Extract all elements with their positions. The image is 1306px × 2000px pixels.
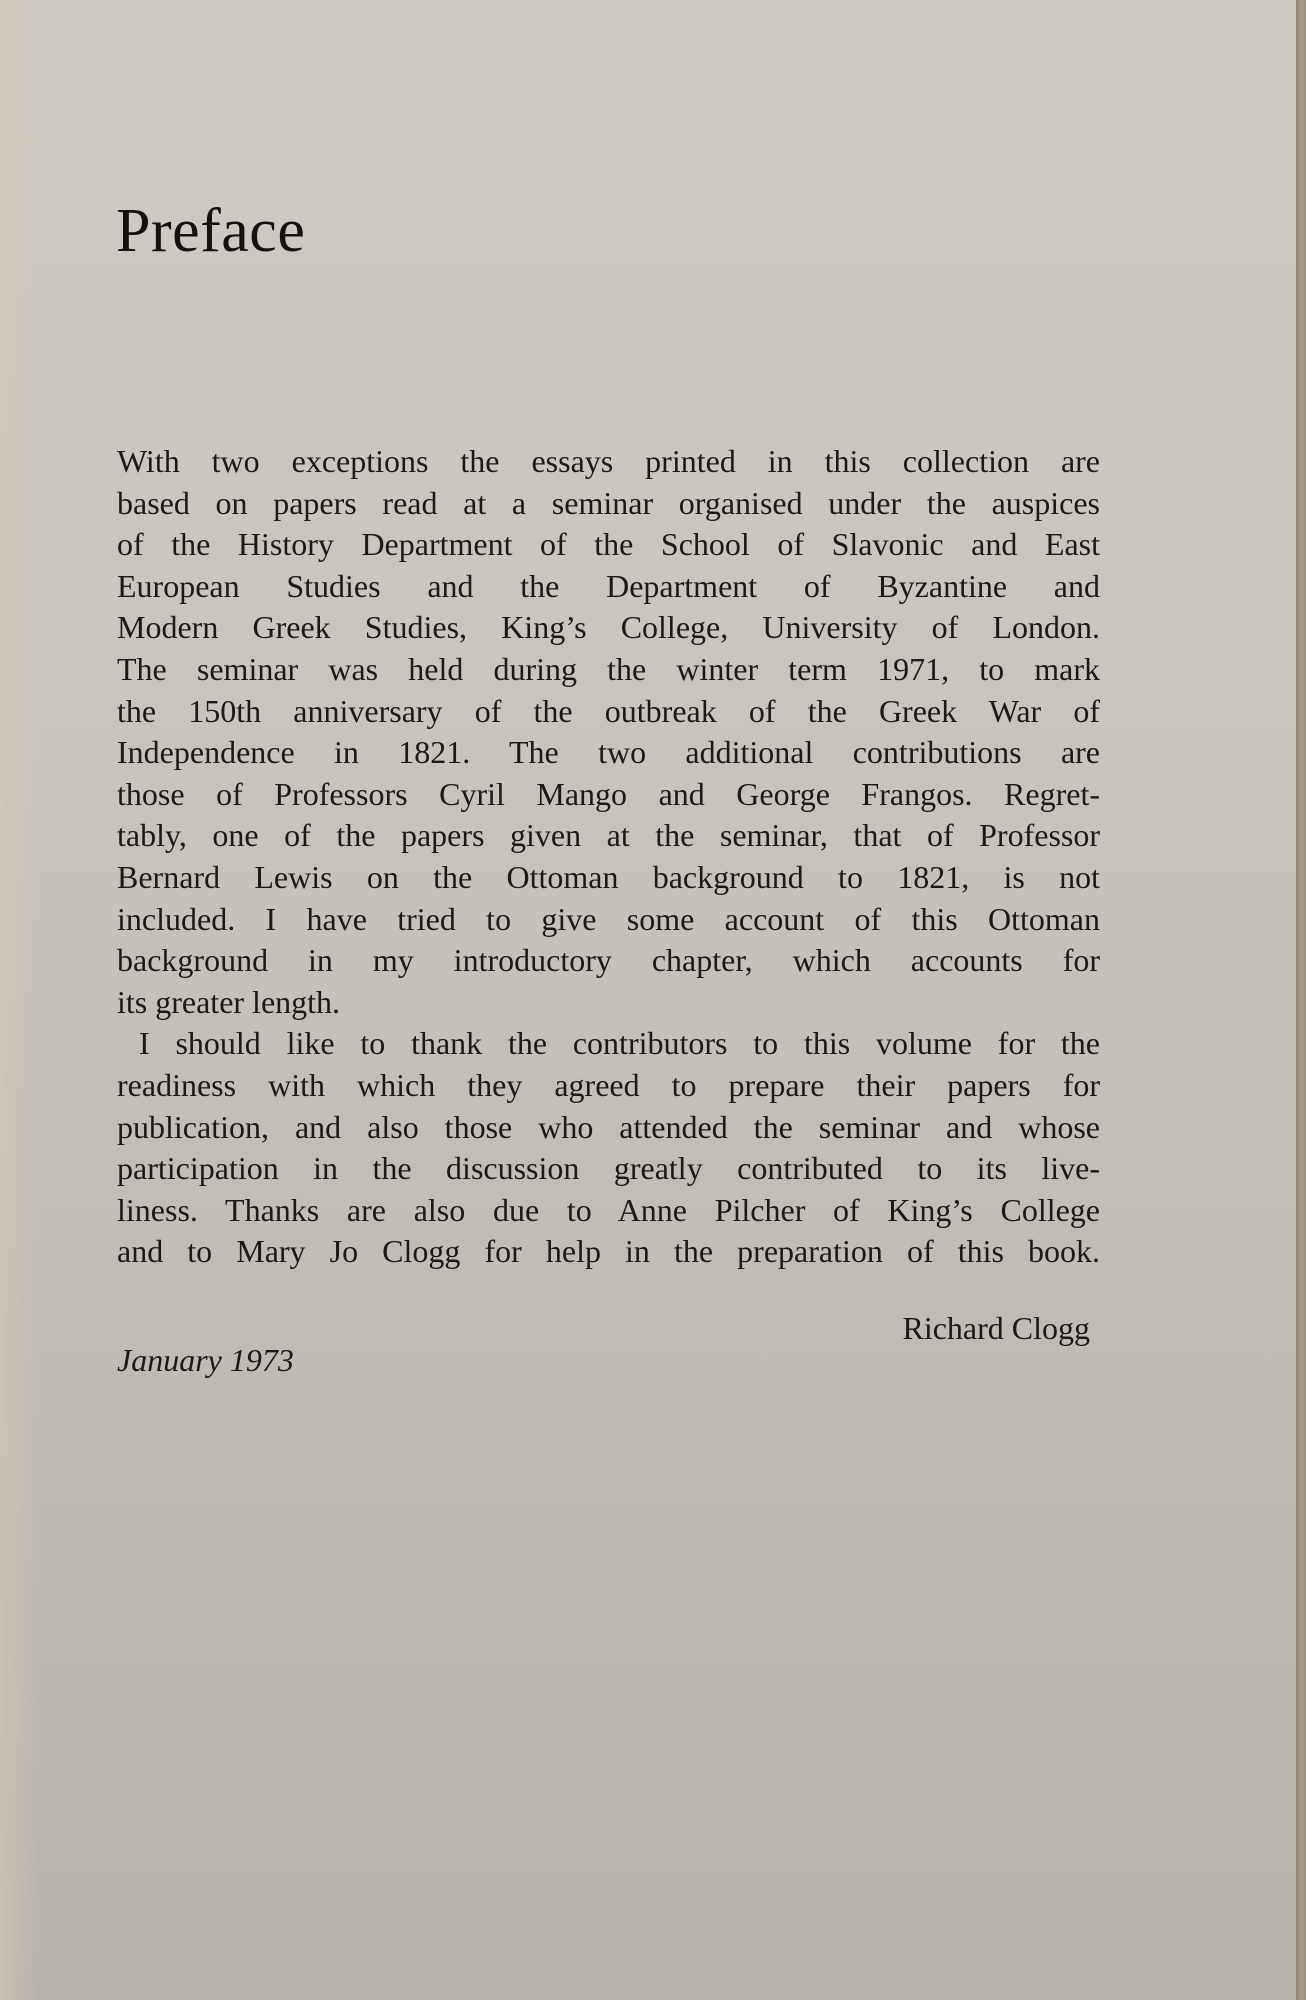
- text-line: European Studies and the Department of Byzantine and: [117, 567, 1100, 604]
- text-line: participation in the discussion greatly contributed to its live-: [117, 1150, 1100, 1187]
- text-line: those of Professors Cyril Mango and George Frangos. Regret-: [117, 775, 1100, 812]
- text-line: tably, one of the papers given at the seminar, that of Professor: [117, 817, 1100, 854]
- text-line: liness. Thanks are also due to Anne Pilcher of King’s College: [117, 1191, 1100, 1228]
- text-line: its greater length.: [117, 983, 341, 1020]
- text-line: With two exceptions the essays printed in this collection are: [117, 443, 1100, 479]
- author-signature: Richard Clogg: [902, 1310, 1090, 1346]
- paragraph-2: [117, 1023, 1100, 1273]
- text-line: the 150th anniversary of the outbreak of the Greek War of: [117, 692, 1100, 729]
- text-line: I should like to thank the contributors to this volume for the: [139, 1025, 1100, 1062]
- text-line: Independence in 1821. The two additional contributions are: [117, 734, 1100, 771]
- text-line: background in my introductory chapter, which accounts for: [117, 942, 1100, 979]
- text-line: Modern Greek Studies, King’s College, University of London.: [117, 609, 1100, 646]
- page-title: Preface: [116, 197, 306, 265]
- preface-date: January 1973: [117, 1342, 294, 1378]
- text-line: included. I have tried to give some account of this Ottoman: [117, 900, 1100, 937]
- preface-body: [117, 441, 1100, 1273]
- text-line: Bernard Lewis on the Ottoman background to 1821, is not: [117, 858, 1100, 895]
- text-line: publication, and also those who attended the seminar and whose: [117, 1108, 1100, 1145]
- text-line: based on papers read at a seminar organised under the auspices: [117, 484, 1100, 521]
- text-line: of the History Department of the School of Slavonic and East: [117, 526, 1100, 563]
- text-line: readiness with which they agreed to prepare their papers for: [117, 1066, 1100, 1103]
- text-line: and to Mary Jo Clogg for help in the preparation of this book.: [117, 1233, 1100, 1270]
- paragraph-1: [117, 441, 1100, 1023]
- page-edge: [1296, 0, 1306, 2000]
- text-line: The seminar was held during the winter term 1971, to mark: [117, 650, 1100, 687]
